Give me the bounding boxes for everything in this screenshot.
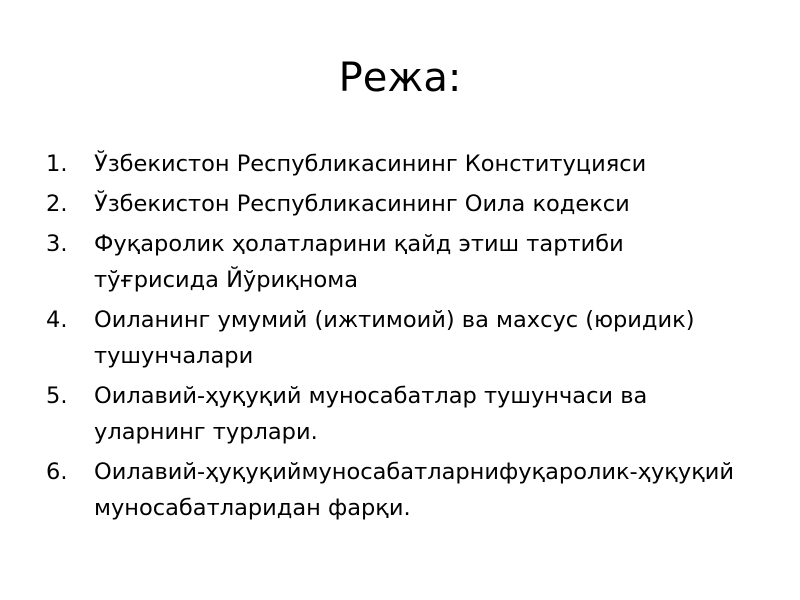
slide-content [46, 146, 746, 530]
list-item [46, 302, 746, 374]
list-item-number: 1. [46, 151, 68, 177]
list-item [46, 454, 746, 526]
list-item-number: 3. [46, 231, 68, 257]
list-item [46, 378, 746, 450]
list-item-number: 6. [46, 459, 68, 485]
list-item [46, 226, 746, 298]
list-item-number: 2. [46, 191, 68, 217]
list-item-text: Оилавий-ҳуқуқий муносабатлар тушунчаси ва уларнинг турлари. [94, 383, 648, 445]
numbered-list [46, 146, 746, 526]
list-item-text: Фуқаролик ҳолатларини қайд этиш тартиби тўғрисида Йўриқнома [94, 231, 624, 293]
list-item-text: Ўзбекистон Республикасининг Конституцияси [94, 151, 647, 177]
list-item [46, 186, 746, 222]
list-item-number: 4. [46, 307, 68, 333]
list-item-number: 5. [46, 383, 68, 409]
list-item-text: Ўзбекистон Республикасининг Оила кодекси [94, 191, 630, 217]
list-item-text: Оилавий-ҳуқуқиймуносабатларнифуқаролик-ҳуқуқий муносабатларидан фарқи. [94, 459, 735, 521]
list-item-text: Оиланинг умумий (ижтимоий) ва махсус (юридик) тушунчалари [94, 307, 695, 369]
list-item [46, 146, 746, 182]
slide-title: Режа: [338, 55, 462, 101]
